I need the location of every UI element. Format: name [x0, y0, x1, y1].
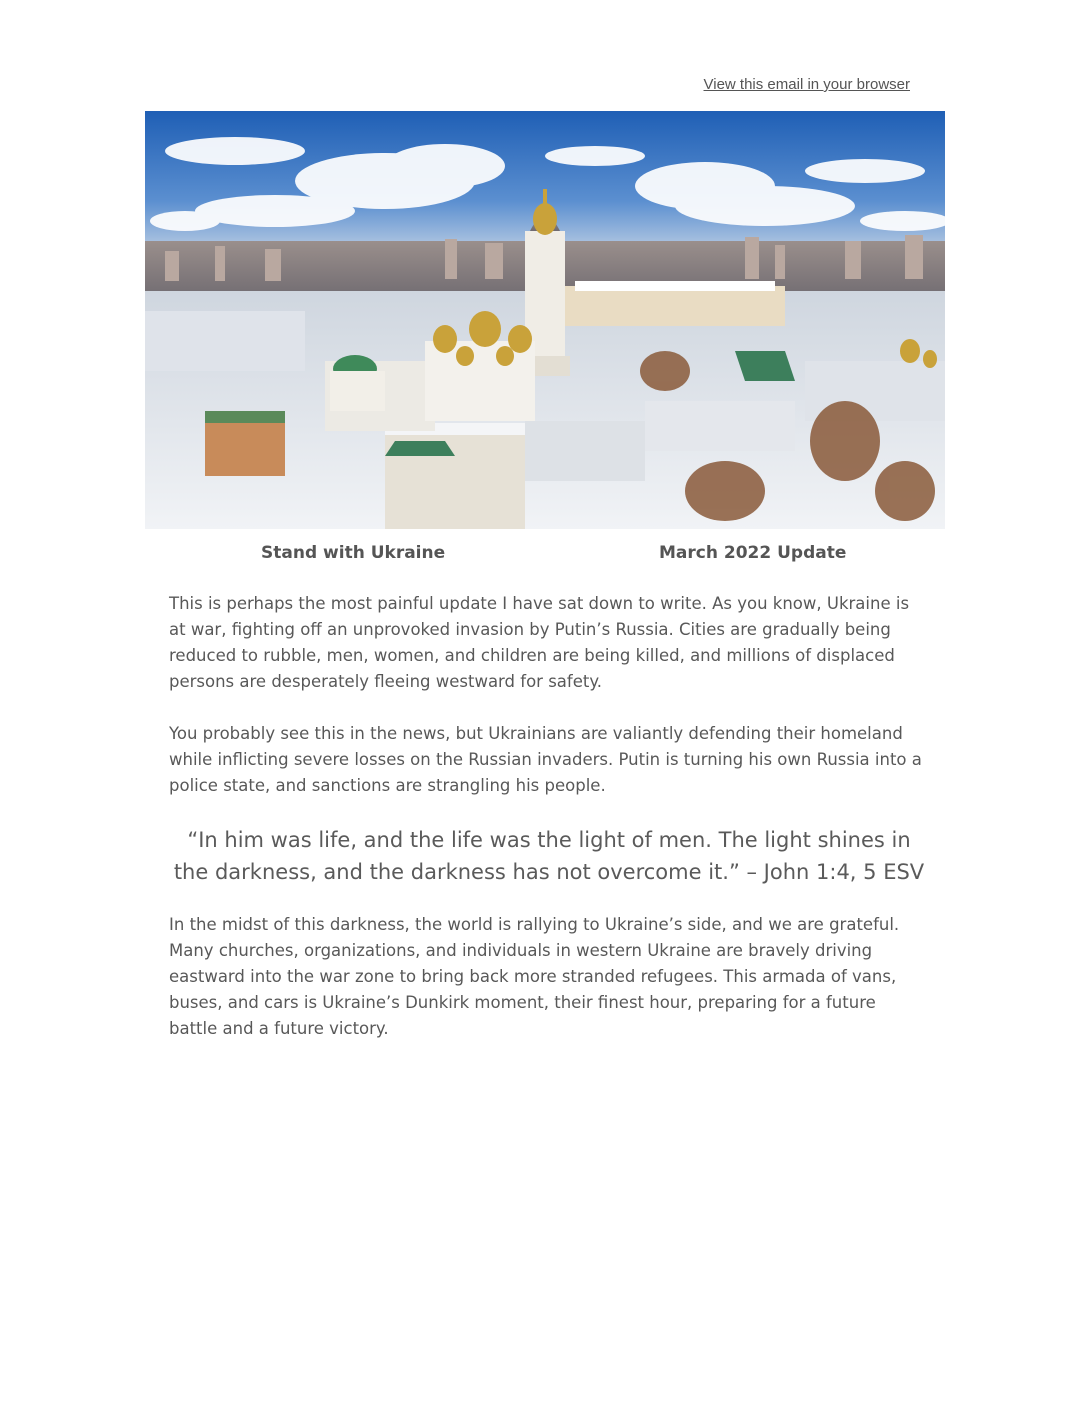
caption-update-date: March 2022 Update [659, 543, 847, 563]
body-paragraph-1: This is perhaps the most painful update I have sat down to write. As you know, Ukraine is at war, fighting off an unprovoked invasion by Putin’s Russia. Cities are gradually being reduced to rubble, men, women, and children are being killed, and millions of displaced persons are desperately fleeing westward for safety. [169, 594, 910, 691]
body-paragraph-3: In the midst of this darkness, the world is rallying to Ukraine’s side, and we are grateful. Many churches, organizations, and individuals in western Ukraine are bravely driving eastward into the war zone to bring back more stranded refugees. This armada of vans, buses, and cars is Ukraine’s Dunkirk moment, their finest hour, preparing for a future battle and a future victory. [169, 915, 900, 1038]
caption-stand-with-ukraine: Stand with Ukraine [261, 543, 446, 563]
view-in-browser-link[interactable]: View this email in your browser [703, 76, 910, 93]
body-paragraph-2: You probably see this in the news, but Ukrainians are valiantly defending their homeland while inflicting severe losses on the Russian invaders. Putin is turning his own Russia into a police state, and sanctions are strangling his people. [169, 724, 922, 795]
hero-image [145, 111, 945, 529]
scripture-quote: “In him was life, and the life was the light of men. The light shines in the darkness, and the darkness has not overcome it.” – John 1:4, 5 ESV [173, 828, 925, 884]
kyiv-lavra-winter-photo [145, 111, 945, 529]
